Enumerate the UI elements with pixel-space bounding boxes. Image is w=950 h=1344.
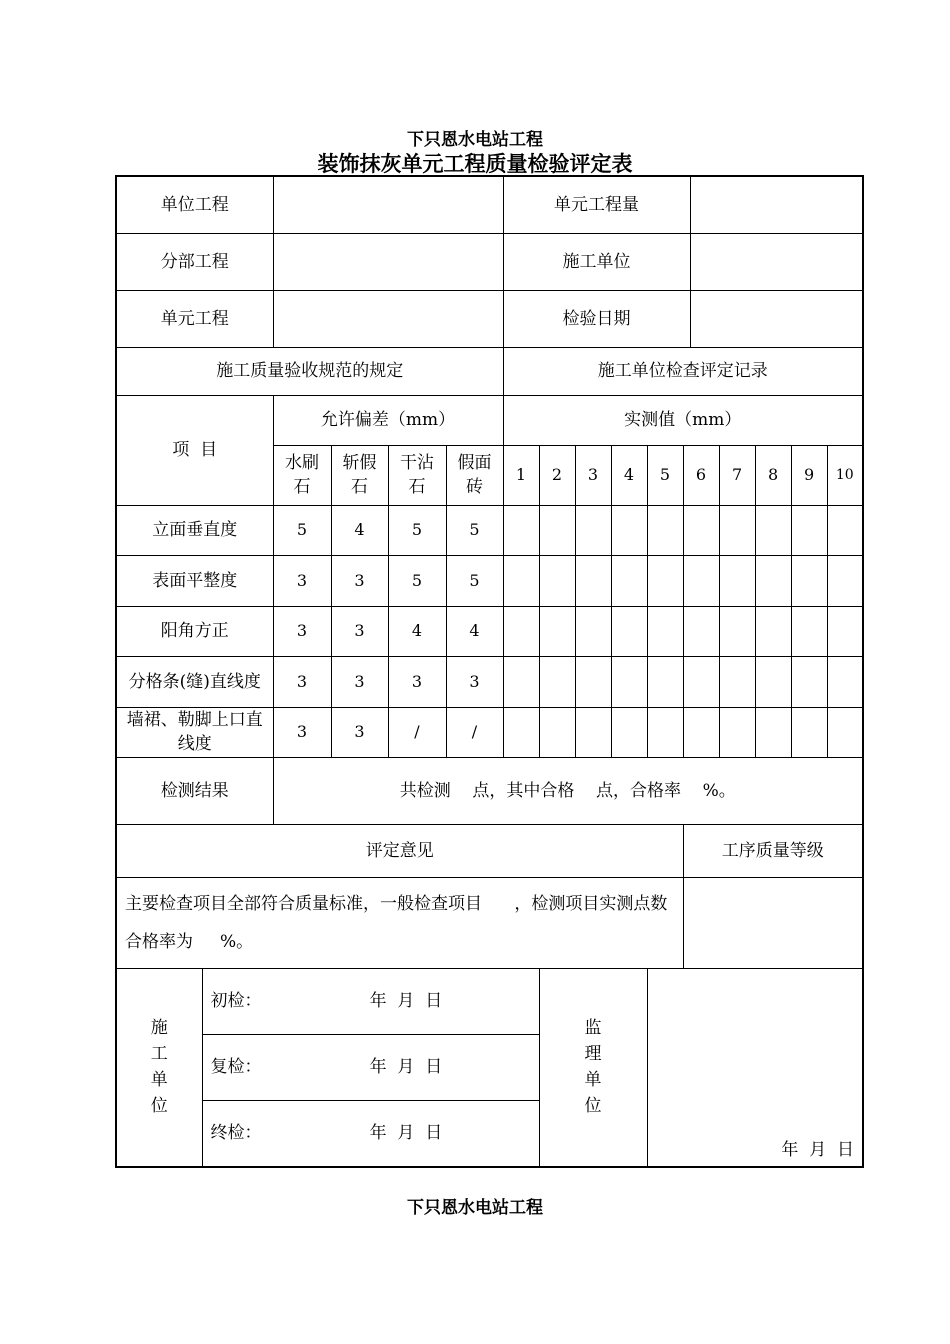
item-name: 表面平整度 bbox=[116, 555, 273, 606]
assessment-header-row bbox=[116, 824, 863, 877]
measure-cell[interactable] bbox=[755, 606, 791, 656]
table-row bbox=[116, 555, 863, 606]
measure-cell[interactable] bbox=[539, 555, 575, 606]
measure-cell[interactable] bbox=[611, 606, 647, 656]
tolerance-value: 3 bbox=[273, 656, 331, 707]
tolerance-value: 3 bbox=[273, 707, 331, 757]
item-name: 阳角方正 bbox=[116, 606, 273, 656]
measure-cell[interactable] bbox=[539, 505, 575, 555]
assessment-row bbox=[116, 877, 863, 968]
type-header: 假面砖 bbox=[446, 445, 503, 505]
measure-cell[interactable] bbox=[575, 505, 611, 555]
measure-col-header: 7 bbox=[719, 445, 755, 505]
measure-cell[interactable] bbox=[719, 656, 755, 707]
measure-cell[interactable] bbox=[575, 606, 611, 656]
second-check[interactable]: 复检： 年 月 日 bbox=[202, 1034, 539, 1100]
measure-cell[interactable] bbox=[827, 505, 863, 555]
section-header-row bbox=[116, 347, 863, 395]
measure-col-header: 9 bbox=[791, 445, 827, 505]
tolerance-value: 3 bbox=[388, 656, 446, 707]
tolerance-value: 3 bbox=[331, 707, 388, 757]
measure-cell[interactable] bbox=[827, 606, 863, 656]
result-text: 共检测 点，其中合格 点，合格率 %。 bbox=[273, 757, 863, 824]
signoff-row bbox=[116, 968, 863, 1034]
measure-col-header: 1 bbox=[503, 445, 539, 505]
unit-project-field[interactable] bbox=[273, 176, 503, 233]
division-project-field[interactable] bbox=[273, 233, 503, 290]
measure-cell[interactable] bbox=[683, 656, 719, 707]
tolerance-value: 5 bbox=[388, 505, 446, 555]
grade-label: 工序质量等级 bbox=[683, 824, 863, 877]
measure-col-header: 4 bbox=[611, 445, 647, 505]
construction-unit-field[interactable] bbox=[690, 233, 863, 290]
division-project-label: 分部工程 bbox=[116, 233, 273, 290]
measure-cell[interactable] bbox=[683, 707, 719, 757]
final-check[interactable]: 终检： 年 月 日 bbox=[202, 1100, 539, 1167]
tolerance-value: 4 bbox=[388, 606, 446, 656]
inspection-date-label: 检验日期 bbox=[503, 290, 690, 347]
measure-cell[interactable] bbox=[575, 707, 611, 757]
tolerance-value: 4 bbox=[331, 505, 388, 555]
supervision-date[interactable]: 年 月 日 bbox=[647, 968, 863, 1167]
inspection-date-field[interactable] bbox=[690, 290, 863, 347]
table-row bbox=[116, 606, 863, 656]
measure-cell[interactable] bbox=[611, 505, 647, 555]
info-row-1 bbox=[116, 176, 863, 233]
tolerance-value: 5 bbox=[446, 555, 503, 606]
measure-cell[interactable] bbox=[791, 505, 827, 555]
measure-cell[interactable] bbox=[755, 707, 791, 757]
measure-cell[interactable] bbox=[503, 606, 539, 656]
measure-cell[interactable] bbox=[611, 555, 647, 606]
measure-cell[interactable] bbox=[827, 707, 863, 757]
tolerance-value: 4 bbox=[446, 606, 503, 656]
tolerance-header: 允许偏差（mm） bbox=[273, 395, 503, 445]
measure-cell[interactable] bbox=[791, 555, 827, 606]
construction-unit-sign-label: 施 工 单 位 bbox=[116, 968, 202, 1167]
measure-cell[interactable] bbox=[791, 606, 827, 656]
type-header: 水刷石 bbox=[273, 445, 331, 505]
measure-col-header: 10 bbox=[827, 445, 863, 505]
measure-cell[interactable] bbox=[611, 656, 647, 707]
tolerance-header-row bbox=[116, 395, 863, 445]
measure-cell[interactable] bbox=[539, 707, 575, 757]
measure-cell[interactable] bbox=[683, 505, 719, 555]
tolerance-value: 5 bbox=[388, 555, 446, 606]
measure-cell[interactable] bbox=[719, 505, 755, 555]
unit-quantity-label: 单元工程量 bbox=[503, 176, 690, 233]
table-row bbox=[116, 707, 863, 757]
measure-cell[interactable] bbox=[575, 555, 611, 606]
type-header: 干沾石 bbox=[388, 445, 446, 505]
tolerance-value: 5 bbox=[273, 505, 331, 555]
tolerance-value: 5 bbox=[446, 505, 503, 555]
item-name: 立面垂直度 bbox=[116, 505, 273, 555]
measure-col-header: 6 bbox=[683, 445, 719, 505]
project-name: 下只恩水电站工程 bbox=[407, 130, 543, 150]
tolerance-value: / bbox=[388, 707, 446, 757]
opinion-text: 主要检查项目全部符合质量标准，一般检查项目 ，检测项目实测点数合格率为 %。 bbox=[116, 877, 683, 968]
measure-cell[interactable] bbox=[503, 707, 539, 757]
item-header: 项 目 bbox=[116, 395, 273, 505]
construction-unit-label: 施工单位 bbox=[503, 233, 690, 290]
opinion-label: 评定意见 bbox=[116, 824, 683, 877]
measured-header: 实测值（mm） bbox=[503, 395, 863, 445]
measure-cell[interactable] bbox=[575, 656, 611, 707]
supervision-unit-label: 监 理 单 位 bbox=[539, 968, 647, 1167]
measure-cell[interactable] bbox=[647, 606, 683, 656]
measure-cell[interactable] bbox=[647, 707, 683, 757]
item-name: 分格条(缝)直线度 bbox=[116, 656, 273, 707]
element-project-label: 单元工程 bbox=[116, 290, 273, 347]
tolerance-value: 3 bbox=[273, 606, 331, 656]
item-name: 墙裙、勒脚上口直线度 bbox=[116, 707, 273, 757]
tolerance-value: 3 bbox=[331, 606, 388, 656]
measure-col-header: 8 bbox=[755, 445, 791, 505]
tolerance-value: / bbox=[446, 707, 503, 757]
element-project-field[interactable] bbox=[273, 290, 503, 347]
table-row bbox=[116, 656, 863, 707]
inspection-form-table bbox=[115, 175, 864, 1168]
measure-cell[interactable] bbox=[683, 555, 719, 606]
tolerance-value: 3 bbox=[273, 555, 331, 606]
info-row-2 bbox=[116, 233, 863, 290]
measure-cell[interactable] bbox=[503, 656, 539, 707]
info-row-3 bbox=[116, 290, 863, 347]
measure-cell[interactable] bbox=[539, 656, 575, 707]
measure-cell[interactable] bbox=[503, 555, 539, 606]
measure-col-header: 5 bbox=[647, 445, 683, 505]
measure-cell[interactable] bbox=[755, 656, 791, 707]
measure-cell[interactable] bbox=[827, 656, 863, 707]
measure-cell[interactable] bbox=[683, 606, 719, 656]
form-title: 装饰抹灰单元工程质量检验评定表 bbox=[317, 152, 633, 176]
unit-project-label: 单位工程 bbox=[116, 176, 273, 233]
measure-cell[interactable] bbox=[647, 555, 683, 606]
measure-col-header: 3 bbox=[575, 445, 611, 505]
measure-cell[interactable] bbox=[719, 606, 755, 656]
measure-cell[interactable] bbox=[719, 707, 755, 757]
table-row bbox=[116, 505, 863, 555]
grade-field[interactable] bbox=[683, 877, 863, 968]
measure-cell[interactable] bbox=[647, 505, 683, 555]
first-check[interactable]: 初检： 年 月 日 bbox=[202, 968, 539, 1034]
tolerance-value: 3 bbox=[331, 555, 388, 606]
record-header: 施工单位检查评定记录 bbox=[503, 347, 863, 395]
spec-header: 施工质量验收规范的规定 bbox=[116, 347, 503, 395]
measure-cell[interactable] bbox=[791, 656, 827, 707]
measure-col-header: 2 bbox=[539, 445, 575, 505]
measure-cell[interactable] bbox=[647, 656, 683, 707]
measure-cell[interactable] bbox=[539, 606, 575, 656]
measure-cell[interactable] bbox=[791, 707, 827, 757]
result-label: 检测结果 bbox=[116, 757, 273, 824]
unit-quantity-field[interactable] bbox=[690, 176, 863, 233]
measure-cell[interactable] bbox=[503, 505, 539, 555]
measure-cell[interactable] bbox=[611, 707, 647, 757]
measure-cell[interactable] bbox=[755, 555, 791, 606]
tolerance-value: 3 bbox=[331, 656, 388, 707]
measure-cell[interactable] bbox=[755, 505, 791, 555]
result-row bbox=[116, 757, 863, 824]
type-header: 斩假石 bbox=[331, 445, 388, 505]
measure-cell[interactable] bbox=[719, 555, 755, 606]
footer-project-name: 下只恩水电站工程 bbox=[407, 1198, 543, 1218]
measure-cell[interactable] bbox=[827, 555, 863, 606]
tolerance-value: 3 bbox=[446, 656, 503, 707]
